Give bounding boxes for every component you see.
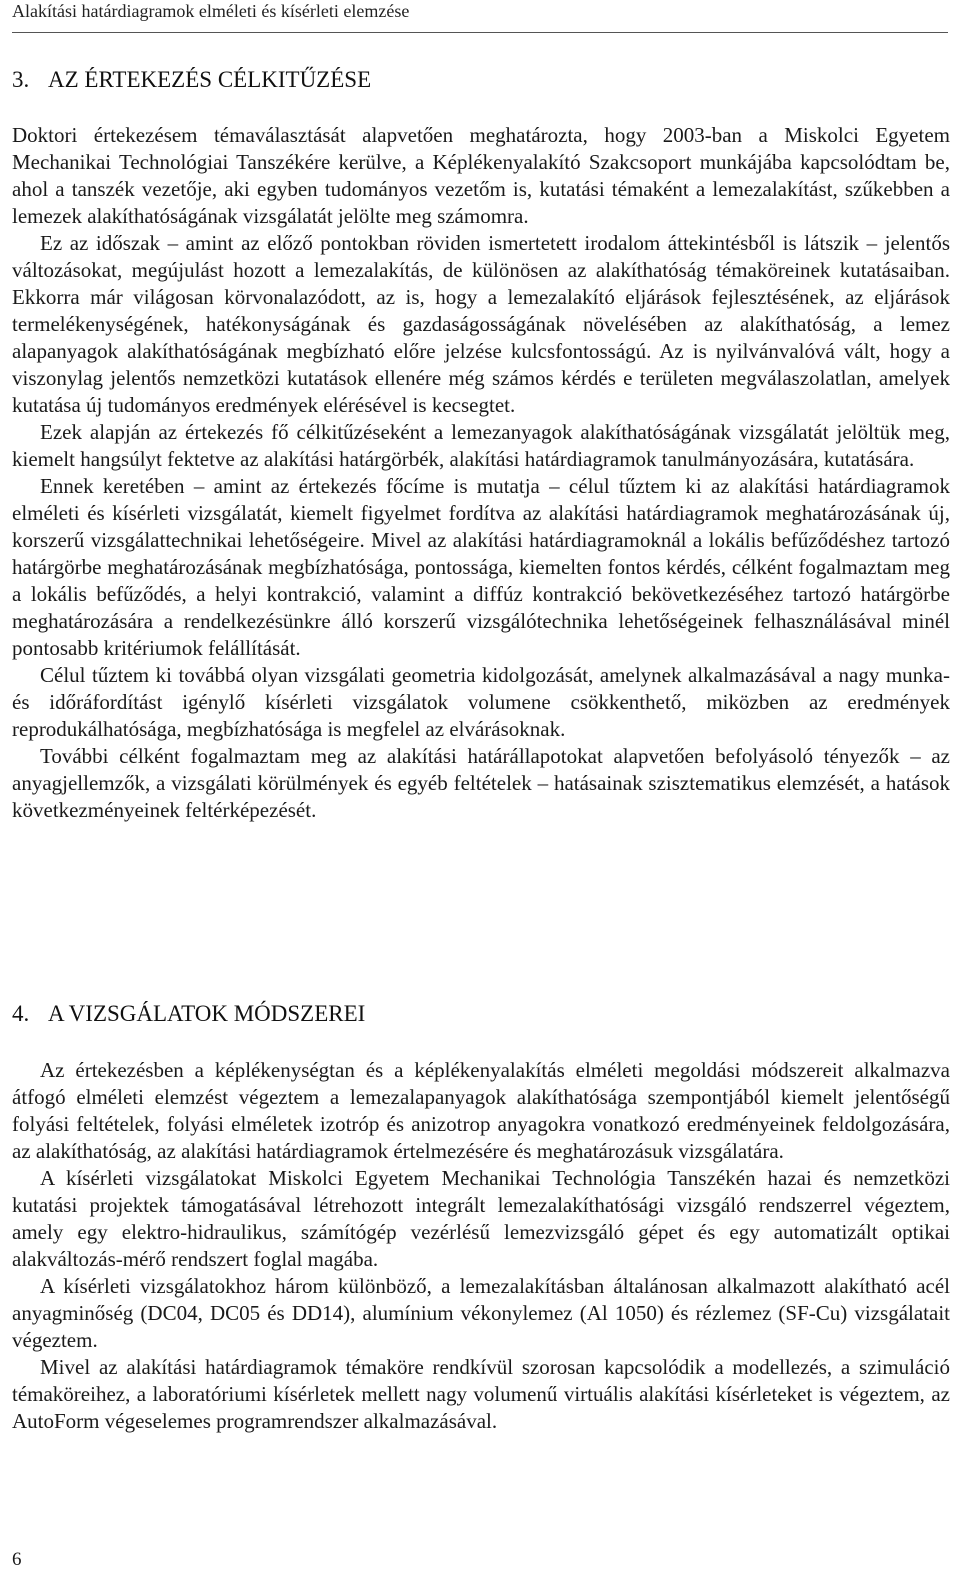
section-3-heading bbox=[12, 66, 371, 94]
section-3-number: 3. bbox=[12, 67, 30, 92]
section-3-paragraph-1: Doktori értekezésem témaválasztását alapvetően meghatározta, hogy 2003-ban a Miskolci Egyetem Mechanikai Technológiai Tanszékére kerülve, a Képlékenyalakító Szakcsoport munkájába kapcsolódtam be, ahol a tanszék vezetője, aki egyben tudományos vezetőm is, kutatási témaként a lemezalakítást, szűkebben a lemezek alakíthatóságának vizsgálatát jelölte meg számomra. bbox=[12, 123, 950, 228]
section-3-paragraph-3: Ezek alapján az értekezés fő célkitűzéseként a lemezanyagok alakíthatóságának vizsgálatát jelöltük meg, kiemelt hangsúlyt fektetve az alakítási határgörbék, alakítási határdiagramok tanulmányozására, kutatására. bbox=[12, 420, 950, 471]
section-4-title: A VIZSGÁLATOK MÓDSZEREI bbox=[48, 1001, 366, 1026]
section-3-title: AZ ÉRTEKEZÉS CÉLKITŰZÉSE bbox=[48, 67, 372, 92]
section-4-number: 4. bbox=[12, 1001, 30, 1026]
section-4-heading bbox=[12, 1000, 365, 1028]
section-4-paragraph-4: Mivel az alakítási határdiagramok témaköre rendkívül szorosan kapcsolódik a modellezés, a szimuláció témaköreihez, a laboratóriumi kísérletek mellett nagy volumenű virtuális alakítási kísérleteket is végeztem, az AutoForm végeselemes programrendszer alkalmazásával. bbox=[12, 1355, 950, 1433]
section-3-paragraph-5: Célul tűztem ki továbbá olyan vizsgálati geometria kidolgozását, amelynek alkalmazásával a nagy munka- és időráfordítást igénylő kísérleti vizsgálatok volumene csökkenthető, miközben az eredmények reprodukálhatósága, megbízhatósága is megfelel az elvárásoknak. bbox=[12, 663, 950, 741]
section-3-paragraph-4: Ennek keretében – amint az értekezés főcíme is mutatja – célul tűztem ki az alakítási határdiagramok elméleti és kísérleti vizsgálatát, kiemelt figyelmet fordítva az alakítási határdiagramok meghatározásának új, korszerű vizsgálattechnikai lehetőségeire. Mivel az alakítási határdiagramoknál a lokális befűződéshez tartozó határgörbe meghatározásának megbízhatósága, pontossága, kiemelten fontos kérdés, célként fogalmaztam meg a lokális befűződés, a helyi kontrakció, valamint a diffúz kontrakció bekövetkezéséhez tartozó határgörbe meghatározására a rendelkezésünkre álló korszerű vizsgálótechnika lehetőségeinek felhasználásával minél pontosabb kritériumok felállítását. bbox=[12, 474, 950, 660]
section-4-body bbox=[12, 1057, 950, 1435]
section-3-paragraph-6: További célként fogalmaztam meg az alakítási határállapotokat alapvetően befolyásoló tényezők – az anyagjellemzők, a vizsgálati körülmények és egyéb feltételek – hatásainak szisztematikus elemzését, a hatások következményeinek feltérképezését. bbox=[12, 744, 950, 822]
page-number: 6 bbox=[12, 1549, 22, 1570]
section-3-body bbox=[12, 122, 950, 824]
section-4-paragraph-3: A kísérleti vizsgálatokhoz három különböző, a lemezalakításban általánosan alkalmazott alakítható acél anyagminőség (DC04, DC05 és DD14), alumínium vékonylemez (Al 1050) és rézlemez (SF-Cu) vizsgálatait végeztem. bbox=[12, 1274, 950, 1352]
running-header-title: Alakítási határdiagramok elméleti és kísérleti elemzése bbox=[12, 1, 410, 21]
running-header bbox=[12, 0, 948, 33]
section-3-paragraph-2: Ez az időszak – amint az előző pontokban röviden ismertetett irodalom áttekintésből is látszik – jelentős változásokat, megújulást hozott a lemezalakítás, de különösen az alakíthatóság témaköreinek kutatásaiban. Ekkorra már világosan körvonalazódott, az is, hogy a lemezalakító eljárások fejlesztésének, az eljárások termelékenységének, hatékonyságának és gazdaságosságának növelésében az alakíthatóság, a lemez alapanyagok alakíthatóságának megbízható előre jelzése kulcsfontosságú. Az is nyilvánvalóvá vált, hogy a viszonylag jelentős nemzetközi kutatások ellenére még számos kérdés e területen megválaszolatlan, amelyek kutatása új tudományos eredmények elérésével is kecsegtet. bbox=[12, 231, 950, 417]
section-4-paragraph-1: Az értekezésben a képlékenységtan és a képlékenyalakítás elméleti megoldási módszereit alkalmazva átfogó elméleti elemzést végeztem a lemezalapanyagok alakíthatósága szempontjából kiemelt jelentőségű folyási feltételek, folyási elméletek izotróp és anizotrop anyagokra vonatkozó eredményeinek feldolgozására, az alakíthatóság, az alakítási határdiagramok értelmezésére és meghatározásuk vizsgálatára. bbox=[12, 1058, 950, 1163]
section-4-paragraph-2: A kísérleti vizsgálatokat Miskolci Egyetem Mechanikai Technológia Tanszékén hazai és nemzetközi kutatási projektek támogatásával létrehozott integrált lemezalakíthatósági vizsgáló rendszerrel végeztem, amely egy elektro-hidraulikus, számítógép vezérlésű lemezvizsgáló gépet és egy automatizált optikai alakváltozás-mérő rendszert foglal magába. bbox=[12, 1166, 950, 1271]
